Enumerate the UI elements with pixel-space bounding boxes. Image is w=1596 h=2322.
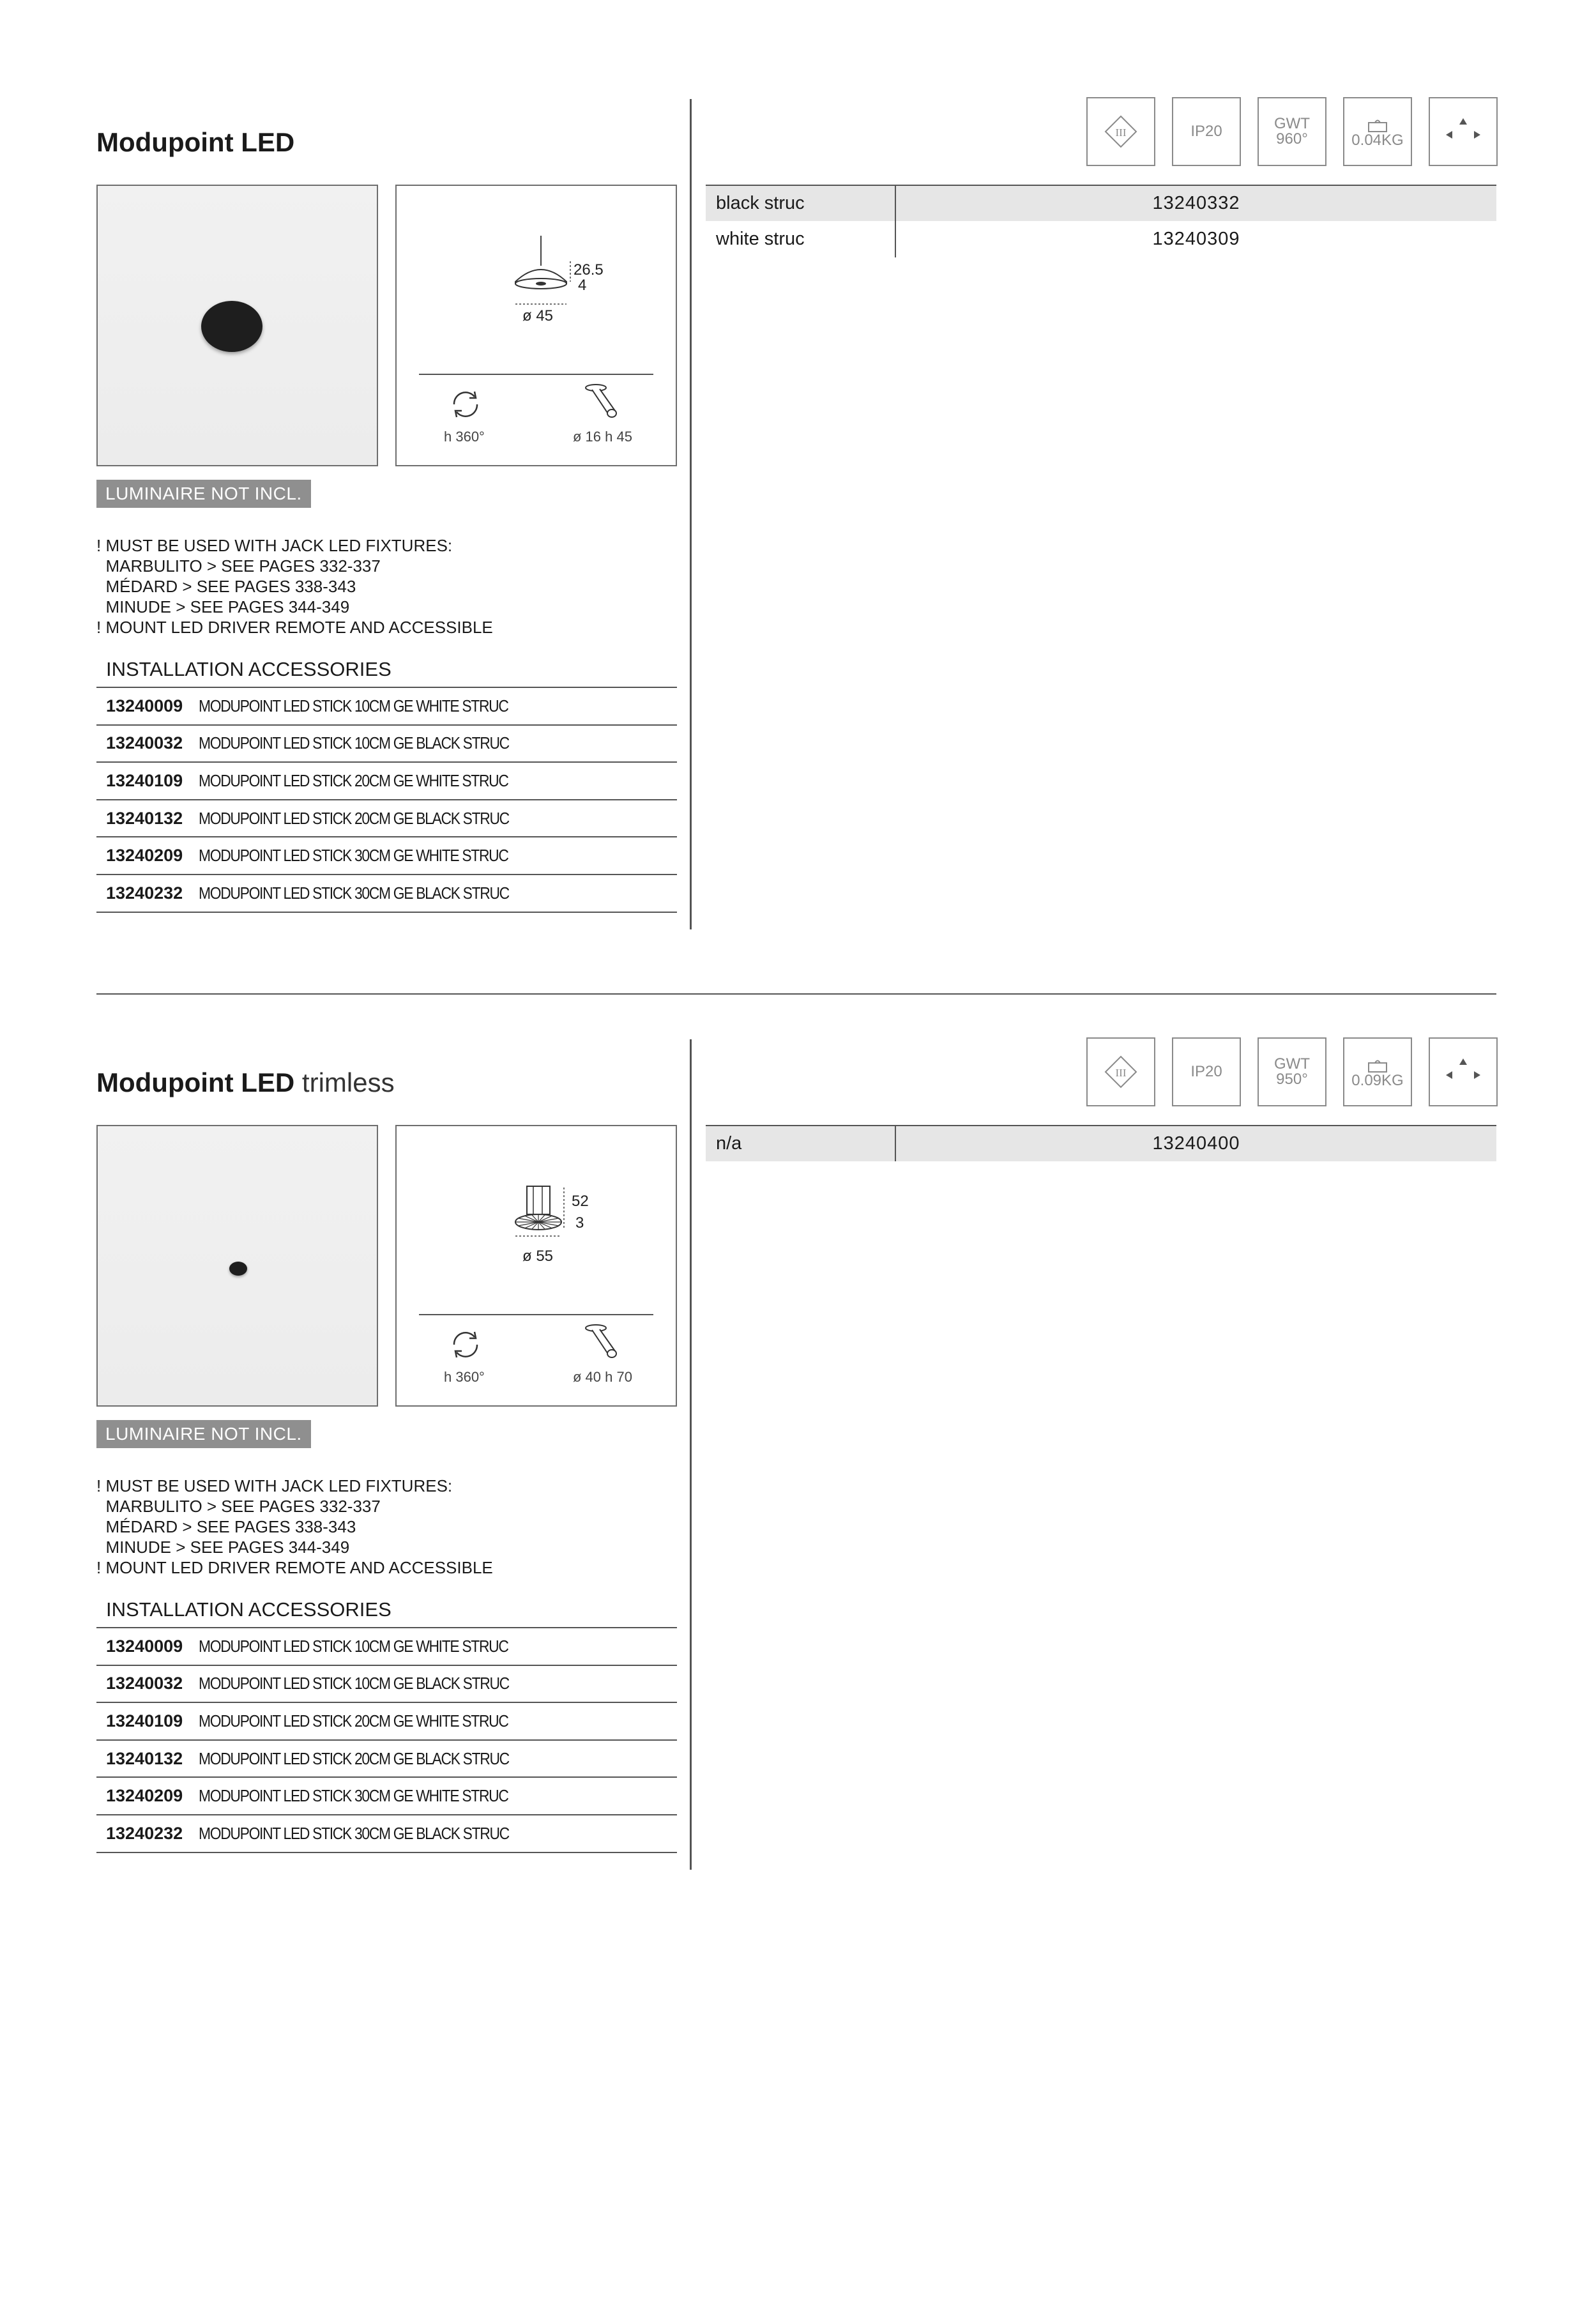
accessory-description: MODUPOINT LED STICK 20CM GE WHITE STRUC (199, 1711, 508, 1730)
usage-notes (96, 535, 493, 638)
dimension-diameter: ø 45 (522, 307, 554, 325)
note-line: MARBULITO > SEE PAGES 332-337 (96, 556, 381, 576)
accessory-code: 13240009 (106, 696, 183, 715)
class-iii-icon (1086, 97, 1155, 166)
variant-name: white struc (706, 221, 896, 257)
weight-icon (1365, 118, 1390, 133)
accessory-code: 13240109 (106, 770, 183, 790)
luminaire-not-included-badge: LUMINAIRE NOT INCL. (96, 1420, 311, 1448)
luminaire-not-included-badge: LUMINAIRE NOT INCL. (96, 480, 311, 508)
gwt-label: GWT (1274, 115, 1310, 132)
accessory-code: 13240009 (106, 1636, 183, 1656)
variant-code: 13240332 (1152, 193, 1240, 213)
accessories-heading: INSTALLATION ACCESSORIES (106, 658, 391, 680)
accessory-code: 13240232 (106, 883, 183, 903)
weight-value: 0.09KG (1351, 1072, 1404, 1089)
table-row (96, 1628, 677, 1666)
table-row (96, 1815, 677, 1853)
dimension-depth: 3 (575, 1214, 584, 1232)
weight-value: 0.04KG (1351, 132, 1404, 149)
drawing-divider (419, 1314, 653, 1315)
weight-badge (1343, 1037, 1412, 1106)
accessory-code: 13240109 (106, 1711, 183, 1730)
weight-icon (1365, 1058, 1390, 1073)
accessory-description: MODUPOINT LED STICK 30CM GE WHITE STRUC (199, 1786, 508, 1806)
rotation-label: h 360° (444, 429, 485, 445)
variants-table (706, 185, 1496, 257)
product-title-light: trimless (294, 1067, 395, 1097)
fixture-dimension-drawing (397, 1126, 678, 1408)
gwt-value: 950° (1276, 1071, 1308, 1088)
svg-text:III: III (1115, 1067, 1127, 1079)
variant-code: 13240400 (1152, 1133, 1240, 1154)
svg-text:III: III (1115, 126, 1127, 139)
table-row (96, 1703, 677, 1741)
product-photo (96, 185, 378, 466)
cutout-label: ø 16 h 45 (573, 429, 632, 445)
fixture-black-dot (229, 1262, 247, 1276)
variant-name: black struc (706, 186, 896, 221)
accessory-description: MODUPOINT LED STICK 30CM GE BLACK STRUC (199, 1823, 509, 1843)
technical-drawing (395, 185, 677, 466)
accessory-description: MODUPOINT LED STICK 10CM GE WHITE STRUC (199, 1636, 508, 1656)
adjustable-directions-icon (1429, 97, 1498, 166)
note-line: MÉDARD > SEE PAGES 338-343 (96, 1517, 356, 1536)
drawing-divider (419, 374, 653, 375)
accessory-description: MODUPOINT LED STICK 20CM GE WHITE STRUC (199, 770, 508, 790)
accessories-table (96, 1627, 677, 1853)
accessory-description: MODUPOINT LED STICK 30CM GE BLACK STRUC (199, 883, 509, 903)
recessed-cutout-icon (583, 1322, 628, 1366)
product-photo (96, 1125, 378, 1407)
product-title-bold: Modupoint LED (96, 127, 295, 157)
variants-table (706, 1125, 1496, 1161)
table-row (96, 763, 677, 800)
column-divider (690, 1039, 692, 1870)
dimension-diameter: ø 55 (522, 1248, 554, 1265)
fixture-black-disc (201, 301, 262, 352)
accessory-code: 13240209 (106, 1786, 183, 1806)
weight-badge (1343, 97, 1412, 166)
accessory-description: MODUPOINT LED STICK 20CM GE BLACK STRUC (199, 1748, 509, 1768)
table-row (96, 1778, 677, 1815)
table-row (96, 1666, 677, 1704)
glow-wire-test-badge (1258, 97, 1326, 166)
dimension-height: 52 (572, 1193, 589, 1210)
rotation-label: h 360° (444, 1369, 485, 1385)
table-row (96, 875, 677, 913)
dimension-depth: 4 (578, 277, 587, 294)
product-section-modupoint-led (0, 0, 1596, 903)
ip-rating-badge: IP20 (1172, 97, 1241, 166)
table-row (706, 185, 1496, 221)
table-row (96, 688, 677, 726)
accessory-code: 13240232 (106, 1823, 183, 1843)
cutout-label: ø 40 h 70 (573, 1369, 632, 1385)
gwt-value: 960° (1276, 130, 1308, 148)
accessories-heading: INSTALLATION ACCESSORIES (106, 1598, 391, 1621)
fixture-dimension-drawing (397, 186, 678, 468)
dimension-height: 26.5 (574, 261, 604, 279)
note-line: MÉDARD > SEE PAGES 338-343 (96, 577, 356, 596)
accessory-description: MODUPOINT LED STICK 10CM GE BLACK STRUC (199, 1674, 509, 1693)
accessory-description: MODUPOINT LED STICK 20CM GE BLACK STRUC (199, 808, 509, 828)
rotation-icon (446, 1325, 485, 1364)
spec-icons (1086, 1037, 1498, 1106)
note-line: ! MOUNT LED DRIVER REMOTE AND ACCESSIBLE (96, 618, 493, 637)
product-title-bold: Modupoint LED (96, 1067, 295, 1097)
note-line: MINUDE > SEE PAGES 344-349 (96, 1538, 350, 1557)
note-line: MARBULITO > SEE PAGES 332-337 (96, 1497, 381, 1516)
product-title (96, 1067, 395, 1099)
class-iii-icon (1086, 1037, 1155, 1106)
rotation-icon (446, 385, 485, 424)
variant-code: 13240309 (1152, 229, 1240, 249)
note-line: ! MUST BE USED WITH JACK LED FIXTURES: (96, 536, 453, 555)
spec-icons (1086, 97, 1498, 166)
glow-wire-test-badge (1258, 1037, 1326, 1106)
table-row (96, 1741, 677, 1778)
accessory-description: MODUPOINT LED STICK 10CM GE WHITE STRUC (199, 696, 508, 715)
accessory-code: 13240132 (106, 1748, 183, 1768)
accessory-description: MODUPOINT LED STICK 10CM GE BLACK STRUC (199, 733, 509, 753)
variant-name: n/a (706, 1126, 896, 1161)
recessed-cutout-icon (583, 381, 628, 426)
note-line: MINUDE > SEE PAGES 344-349 (96, 597, 350, 616)
accessory-description: MODUPOINT LED STICK 30CM GE WHITE STRUC (199, 846, 508, 866)
adjustable-directions-icon (1429, 1037, 1498, 1106)
product-title (96, 126, 294, 158)
ip-rating-badge: IP20 (1172, 1037, 1241, 1106)
gwt-label: GWT (1274, 1055, 1310, 1073)
accessories-table (96, 687, 677, 913)
column-divider (690, 99, 692, 929)
table-row (706, 1125, 1496, 1161)
table-row (706, 221, 1496, 257)
accessory-code: 13240209 (106, 846, 183, 866)
table-row (96, 837, 677, 875)
accessory-code: 13240032 (106, 1674, 183, 1693)
table-row (96, 800, 677, 838)
note-line: ! MUST BE USED WITH JACK LED FIXTURES: (96, 1476, 453, 1495)
technical-drawing (395, 1125, 677, 1407)
table-row (96, 726, 677, 763)
product-section-modupoint-led-trimless (0, 940, 1596, 1843)
accessory-code: 13240132 (106, 808, 183, 828)
usage-notes (96, 1476, 493, 1578)
note-line: ! MOUNT LED DRIVER REMOTE AND ACCESSIBLE (96, 1558, 493, 1577)
accessory-code: 13240032 (106, 733, 183, 753)
